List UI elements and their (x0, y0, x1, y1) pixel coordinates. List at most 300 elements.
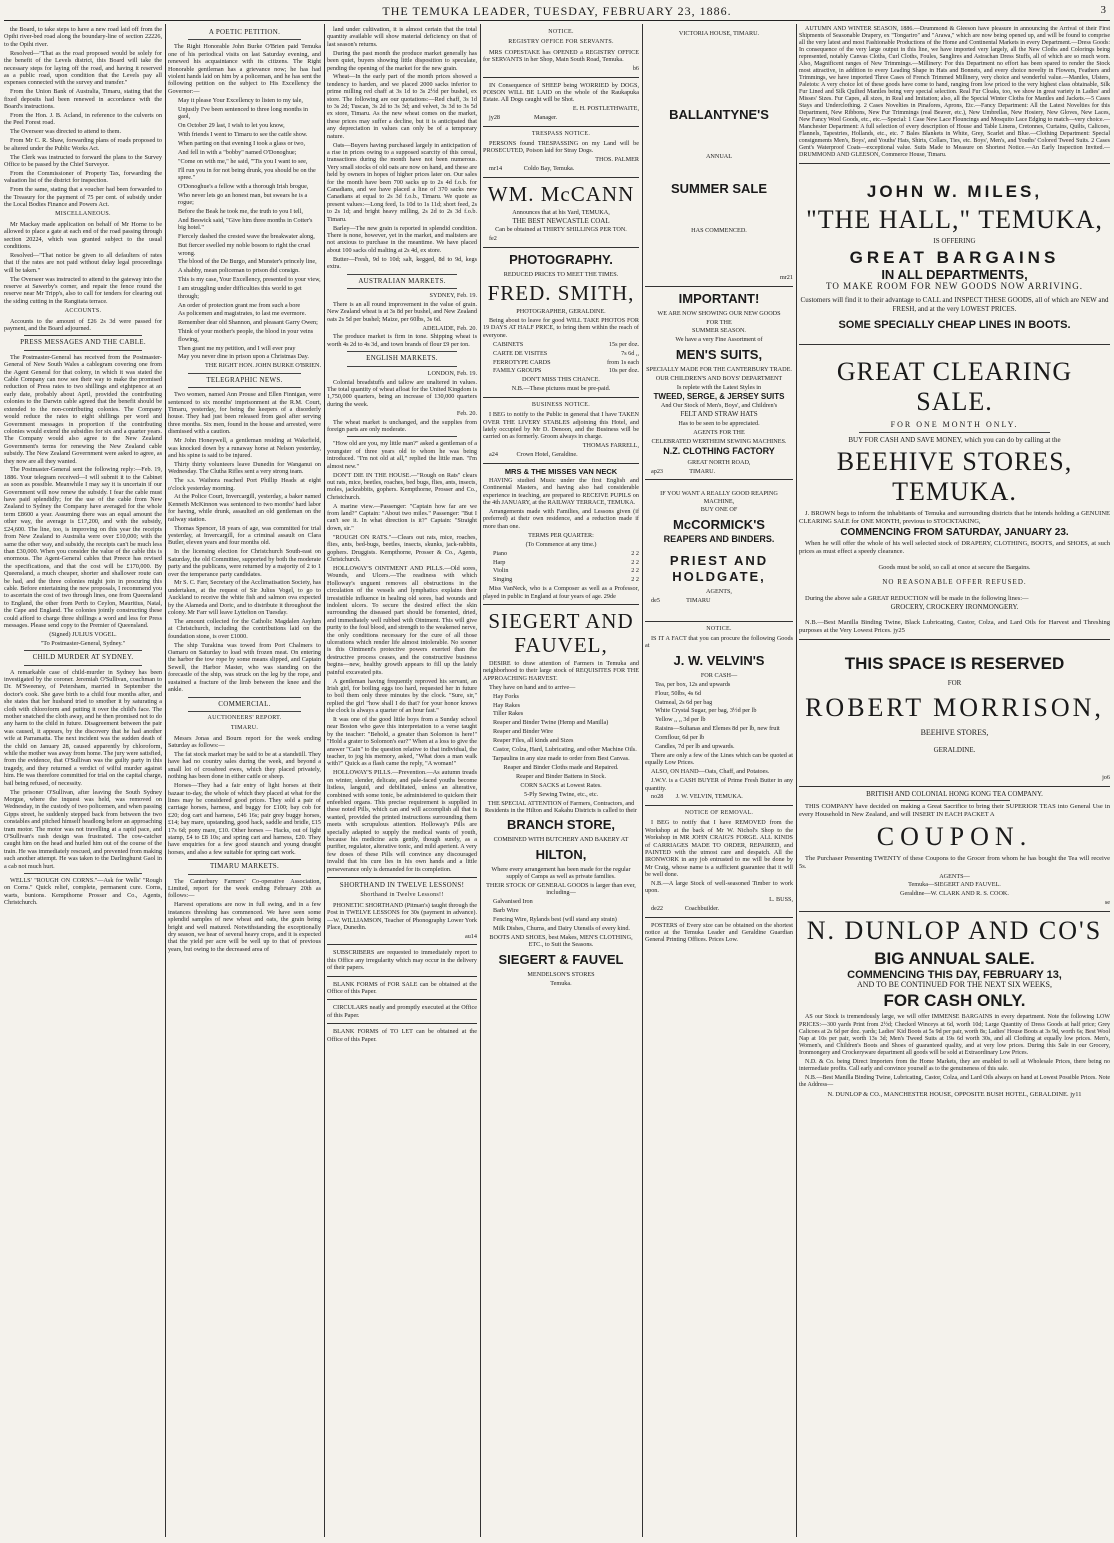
advert-paragraph: Customers will find it to their advantage to CALL and INSPECT THESE GOODS, all of which are NEW and FRESH, and at the very LOWEST PRICES. (800, 296, 1109, 314)
divider (347, 366, 457, 367)
divider (645, 805, 793, 806)
article-paragraph: The Clerk was instructed to forward the plans to the Survey Office to be passed by the Chief Surveyor. (4, 153, 162, 168)
list-item: On October 29 last, I wish to let you know, (178, 121, 285, 129)
article-paragraph: Horses—They had a fair entry of light horses at their bazaar to-day, the whole of which they placed at what for the lines may be considered good prices. They sold a pair of carriage horses, harness, and buggy for £100; bay cob for £20; dog cart and harness, £46 16s; pair grey buggy horses, £14; bay mare, upstanding, good hack, saddle and bridle, £15 17s 6d; pony mare, £10. Other horses — Hacks, out of light stamp, £4 to £8 10s; and spring cart and harness, £20. They have enquiries for a few good staunch and young draught horses, and also a few suitable for spring cart work. (168, 782, 321, 856)
article-paragraph: Messrs Jonas and Bourn report for the week ending Saturday as follows:— (168, 734, 321, 750)
list-item: Fencing Wire, Rylands best (will stand any strain) (493, 916, 617, 924)
column-divider (480, 24, 481, 1537)
notice-paragraph: BLANK FORMS of TO LET can be obtained at the Office of this Paper. (327, 1028, 477, 1043)
advert-line: CELEBRATED WERTHEIM SEWING MACHINES. (651, 438, 787, 445)
advert-paragraph: N.B.—A large Stock of well-seasoned Timber to work upon. (645, 880, 793, 895)
advert-headline: PHOTOGRAPHY. (509, 251, 613, 267)
list-item: "Come on with me," he said, "'Tis you I want to see, (178, 157, 308, 165)
list-item: O'Donoghue's a fellow with a thorough Irish brogue, (178, 182, 309, 190)
article-paragraph: At the Police Court, Invercargill, yesterday, a baker named Kenneth McKinnon was sentenced to two months' hard labor for having, while drunk, assaulted an old gentleman on the railway station. (168, 493, 321, 523)
list-item: White Crystal Sugar, per bag, 3½d per lb (655, 707, 757, 715)
article-paragraph: Accounts to the amount of £26 2s 3d were passed for payment, and the Board adjourned. (4, 317, 162, 333)
list-item: Tiller Rakes (493, 710, 524, 718)
divider (483, 397, 639, 398)
list-item: I am struggling under difficulties this world to get through; (178, 285, 302, 300)
advert-headline: SIEGERT & FAUVEL (498, 951, 624, 967)
article-paragraph: It was one of the good little boys from a Sunday school near Boston who gave this interpretation to a verse taught by the teacher: "Behold, a greater than Solomon is here!" "Hold a grater to Solomon's ear?" When at a loss to give the answer "Cain" to the question relative to that individual, the teacher, to jog his memory, asked, "What does a man walk with?" Quick as a flash came the reply, "A woman!" (327, 716, 477, 768)
list-item: Reaper Files, all kinds and Sizes (493, 737, 574, 745)
price-value: 15s per doz. (608, 340, 639, 348)
price-row (483, 341, 639, 348)
advert-subheadline: Shorthand in Twelve Lessons!! (360, 892, 444, 899)
column-6 (799, 26, 1110, 1537)
advert-headline: IMPORTANT! (678, 290, 760, 306)
divider (24, 665, 142, 666)
advert-headline: IN ALL DEPARTMENTS, (881, 267, 1028, 283)
advert-line: BRITISH AND COLONIAL HONG KONG TEA COMPANY. (866, 789, 1043, 798)
advert-line: IS OFFERING (933, 237, 976, 245)
advert-line: ap23 TIMARU. (651, 467, 716, 475)
advert-paragraph: DESIRE to draw attention of Farmers in Temuka and neighborhood to their large stock of REQUISITES FOR THE APPROACHING HARVEST. (483, 660, 639, 682)
price-row (483, 576, 639, 583)
advert-line: BEEHIVE STORES, (920, 728, 989, 738)
list-item: Before the Beak he took me, the truth to you I tell, (178, 208, 303, 216)
advert-line: AGENTS— (939, 872, 970, 880)
advert-paragraph: During the above sale a GREAT REDUCTION will be made in the following lines:— (805, 594, 1029, 602)
advert-line: Where every arrangement has been made for the regular supply of Camps as well as private families. (491, 865, 631, 881)
advert-line: SUMMER SEASON. (692, 327, 746, 335)
list-item: Yellow ,, ,, 3d per lb (655, 716, 706, 724)
article-paragraph: land under cultivation, it is almost certain that the total quantity available will show material deficiency on that of last season's returns. (327, 26, 477, 48)
list-item: This is my case, Your Excellency, presented to your view, (178, 276, 321, 284)
advert-headline: McCORMICK'S (673, 516, 765, 532)
article-paragraph: Barley—The new grain is reported in splendid condition. There is none, however, yet in the market, and maltsters are not anxious to purchase in the meantime. We have placed about 100 sacks old malting at 2s 4d, ex store. (327, 224, 477, 254)
advert-line: GREAT NORTH ROAD, (687, 458, 751, 466)
advert-line: TERMS PER QUARTER: (528, 531, 594, 539)
advert-code: mr14 Coldo Bay, Temuka. (489, 165, 575, 173)
notice-paragraph: MRS COPESTAKE has OPENED a REGISTRY OFFICE for SERVANTS in her Shop, Main South Road, Temuka. (483, 48, 639, 64)
advert-headline: J. W. VELVIN'S (673, 652, 765, 668)
price-value: 7s 6d ,, (621, 349, 639, 357)
list-item: But fiercer swelled my noble bosom to right the cruel wrong. (178, 242, 311, 257)
section-heading: ACCOUNTS. (64, 308, 102, 315)
advert-paragraph: Arrangements made with Families, and Lessons given (if preferred) at their own residence, and a reduction made if more than one. (483, 508, 639, 530)
advert-headline: SOME SPECIALLY CHEAP LINES IN BOOTS. (838, 319, 1071, 332)
advert-code: au14 (464, 933, 477, 940)
advert-line: GROCERY, CROCKERY IRONMONGERY. (890, 602, 1019, 611)
advert-line: Is replete with the Latest Styles in (676, 383, 762, 391)
article-paragraph: From the Hon. J. B. Acland, in reference to the culverts on the Peel Forest road. (4, 111, 162, 127)
price-item: CARTE DE VISITES (493, 349, 548, 357)
divider (483, 463, 639, 464)
price-value: 2 2 (631, 576, 639, 584)
divider (188, 373, 301, 374)
list-item: The blood of the De Burgo, and Munster's princely line, (178, 258, 317, 266)
advert-headline: COUPON. (876, 822, 1033, 851)
list-item: Hay Forks (493, 692, 519, 700)
advert-headline: COMMENCING FROM SATURDAY, JANUARY 23. (840, 527, 1069, 539)
article-paragraph: The produce market is firm in tone. Shipping wheat is worth 4s 2d to 4s 3d, and town brands of flour £9 per ton. (327, 333, 477, 348)
advert-line: SPECIALLY MADE FOR THE CANTERBURY TRADE. (646, 365, 792, 373)
advert-headline: FOR CASH ONLY. (883, 991, 1026, 1011)
advert-paragraph: J. BROWN begs to inform the inhabitants of Temuka and surrounding districts that he intends holding a GENUINE CLEARING SALE for ONE MONTH, previous to STOCKTAKING, (799, 510, 1110, 526)
article-paragraph: Resolved—"That notice be given to all defaulters of rates that if the rates are not paid without delay legal proceedings will be taken." (4, 251, 162, 274)
advert-line: COMBINED WITH BUTCHERY AND BAKERY AT (493, 836, 629, 844)
notice-heading: NOTICE OF REMOVAL. (684, 809, 754, 816)
advert-headline: REAPERS AND BINDERS. (663, 533, 775, 544)
advert-headline: MEN'S SUITS, (675, 346, 763, 362)
advert-headline: JOHN W. MILES, (866, 182, 1043, 201)
advert-line: GERALDINE. (933, 745, 976, 754)
divider (645, 917, 793, 918)
column-divider (324, 24, 325, 1537)
divider (347, 274, 457, 275)
article-headline: TIMARU MARKETS. (209, 862, 280, 871)
divider (483, 126, 639, 127)
advert-paragraph: There are only a few of the Lines which can be quoted at equally Low Prices. (645, 751, 793, 767)
price-value: from 1s each (607, 358, 639, 366)
list-item: Fiercely dashed the crested wave the breakwater along, (178, 233, 315, 241)
column-4 (483, 26, 639, 1537)
divider (483, 604, 639, 605)
divider (483, 247, 639, 248)
article-paragraph: The wheat market is unchanged, and the supplies from foreign parts are only moderate. (327, 418, 477, 433)
article-paragraph: Colonial breadstuffs and tallow are unaltered in values. The total quantity of wheat afloat for the United Kingdom is 1,750,000 quarters, being an increase of 130,000 quarters during the week. (327, 378, 477, 408)
advert-headline: FRED. SMITH, (487, 281, 635, 306)
list-item: With friends I went to Timaru to see the cattle show. (178, 130, 308, 138)
list-item: And fell in with a "bobby" named O'Donoghue; (178, 148, 297, 156)
divider (188, 874, 301, 875)
price-row (483, 567, 639, 574)
notice-heading: BUSINESS NOTICE. (531, 401, 591, 408)
advert-line: AGENTS, (706, 588, 732, 596)
article-paragraph: The amount collected for the Catholic Magdalen Asylum at Christchurch, including the contributions laid on the foundation stone, is over £1000. (168, 617, 321, 640)
advert-line: DON'T MISS THIS CHANCE. (522, 376, 600, 384)
signature: THE RIGHT HON. JOHN BURKE O'BRIEN. (205, 362, 321, 370)
list-item: Then grant me my petition, and I will ever pray (178, 344, 296, 352)
advert-line: Can be obtained at THIRTY SHILLINGS PER TON. (495, 226, 627, 234)
price-row (483, 367, 639, 374)
article-headline: AUSTRALIAN MARKETS. (358, 276, 446, 285)
advert-line: Has to be seen to be appreciated. (678, 420, 760, 428)
advert-paragraph: N.B.—Best Manilla Binding Twine, Lubricating, Castor, Colza, and Lard Oils always on hand at Lowest Possible Prices. Note the Address— (799, 1075, 1110, 1089)
article-paragraph: A gentleman having frequently reproved his servant, an Irish girl, for boiling eggs too hard, requested her in future to boil them only three minutes by the clock. "Sure, sir," replied the girl "how shall I do that? for your honor knows the clock is always a quarter of an hour fast." (327, 677, 477, 715)
article-paragraph: Resolved—"That as the road proposed would be solely for the benefit of the Levels district, this Board will take the necessary steps for laying off the road, and having it reserved as a public road, upon condition that the Levels pay all expenses connected with the survey and transfer." (4, 49, 162, 87)
advert-paragraph: DON'T DIE IN THE HOUSE.—"Rough on Rats" clears out rats, mice, beetles, roaches, bed bugs, flies, ants, insects, moles, jackrabbits, gophers. Kempthorne, Prosser and Co., Christchurch. (327, 471, 477, 501)
advert-headline: SIEGERT AND FAUVEL, (488, 609, 634, 658)
advert-headline: ROBERT MORRISON, (805, 693, 1104, 723)
notice-paragraph: SUBSCRIBERS are requested to immediately report to this Office any irregularity which may occur in the delivery of their papers. (327, 949, 477, 972)
price-item: Singing (493, 576, 513, 584)
list-item: Hay Rakes (493, 701, 520, 709)
article-headline: ENGLISH MARKETS. (366, 354, 438, 363)
list-item: Remember dear old Shannon, and pleasant Garry Owen; (178, 319, 318, 327)
advert-line: no28 J. W. VELVIN, TEMUKA. (651, 793, 743, 801)
advert-line: AND TO BE CONTINUED FOR THE NEXT SIX WEEKS, (856, 980, 1053, 990)
dateline: Feb. 20. (456, 409, 477, 417)
signature: THOMAS FARRELL, (582, 442, 639, 450)
article-paragraph: The Postmaster-General sent the following reply:—Feb. 19, 1886. Your telegram received—I will submit it to the Cabinet as soon as possible. Meanwhile I may say it is uncertain if our Government will now renew the subsidy. I fear the cable must have paid splendidly; for the use of the cable from New Zealand to Sydney the Company have averaged for the whole term £8600 a year. Assuming there was an equal amount the other way, the average is £17,200, and with the subsidy, £24,600. The line, too, is improving on this year the receipts from New Zealand to Australia were over £10,000; with the same the other way, and subsidy, the receipts can't be much less than £30,000. When you consider the value of the cable this is enormous. The Agent-General cables that Preece has revised the specifications, and that the cost will be £170,000. By Queensland, a much cheaper, shorter and shallower route can be had, and the three colonies might join in procuring this cable. Before entertaining the new proposals, I recommend you to ascertain the cost of two through lines, one from Queensland to England, the other from Perth to Ceylon, Mauritius, Natal, the Cape and England. The colonies jointly constructing these could afford to charge three shillings a word and less for Press messages. Please send copy to the Premier of Queensland. (4, 466, 162, 629)
advert-headline: PRIEST AND HOLDGATE, (669, 553, 769, 585)
item-list (483, 693, 639, 754)
article-paragraph: "How old are you, my little man?" asked a gentleman of a youngster of three years old to whom he was being introduced. "I'm not old at all," replied the little man. "I'm almost new." (327, 440, 477, 470)
article-headline: PRESS MESSAGES AND THE CABLE. (20, 338, 146, 347)
section-heading: TIMARU. (230, 725, 259, 732)
divider (899, 800, 1010, 801)
advert-code: mr21 (779, 274, 793, 282)
article-paragraph: Harvest operations are now in full swing, and in a few instances threshing has commenced. We have seen some splendid samples of new wheat and oats, the grain being bright and well matured. Notwithstanding the exceptionally dry season, we hear of several heavy crops, and it is expected that the yield per acre will be well up to that of previous years, but owing to the decreased area of (168, 901, 321, 953)
price-value: 2 2 (631, 567, 639, 575)
advert-paragraph: I BEG to notify that I have REMOVED from the Workshop at the back of Mr W. Nichol's Shop to the Workshop in MR JOHN CRAIG'S FORGE. ALL KINDS of CARRIAGES MADE TO ORDER, REPAIRED, and PAINTED with the utmost care and despatch. All the IRONWORK in any job entrusted to me will be done by Mr Craig, whose name is a sufficient guarantee that it will be well done. (645, 819, 793, 879)
list-item: Flour, 50lbs, 4s 6d (655, 689, 701, 697)
article-paragraph: The Overseer was directed to attend to them. (10, 128, 121, 136)
article-paragraph: The prisoner O'Sullivan, after leaving the South Sydney Morgue, where the inquest was held, was removed on Wednesday, in the custody of two policemen, and when passing Gipps street, he suddenly stepped back from between the two constables and pitched himself headlong before an approaching tram motor. The motor was not travelling at a rapid pace, and O'Sullivan's rash design was frustrated. The cow-catcher caught him on the head and hurled him out of the course of the train. He was immediately rescued, and prevented from making such another attempt. He was taken to the Darlinghurst Gaol in a cab not much hurt. (4, 788, 162, 870)
price-row (483, 559, 639, 566)
advert-line: WE ARE NOW SHOWING OUR NEW GOODS (657, 309, 781, 317)
advert-paragraph: PHONETIC SHORTHAND (Pitman's) taught through the Post in TWELVE LESSONS for 30s (payment in advance).—W. WILLIAMSON, Teacher of Phonography Lower York Place, Dunedin. (327, 901, 477, 932)
list-item: Raisins—Sultanas and Elemes 8d per lb, new fruit (655, 725, 780, 733)
advert-paragraph: HOLLOWAY'S OINTMENT AND PILLS.—Old sores, Wounds, and Ulcers.—The readiness with which Holloway's unguent removes all obstructions in the circulation of the vessels and lymphatics explains their irresistible influence in healing old sores, bad wounds and indolent ulcers. To secure the desired effect the skin surrounding the diseased part should be fomented, dried, and immediately well rubbed with Ointment. This will give purity to the foul blood, and strength to the weakened nerve, the only conditions necessary for the cure of all those ulcerations which render life almost intolerable. No sooner is this Ointment's protective powers exerted than the destructive process ceases, and the constructive business begins—new, healthy growth appears to fill up the lately painful excavated pits. (327, 564, 477, 676)
article-paragraph: The s.s. Waihora reached Port Phillip Heads at eight o'clock yesterday morning. (168, 477, 321, 492)
notice-paragraph: IN Consequence of SHEEP being WORRIED by DOGS, POISON WILL BE LAID on the whole of the Raukapuka Estate. All Dogs caught will be Shot. (483, 81, 639, 104)
advert-line: THE SPECIAL ATTENTION of Farmers, Contractors, and Residents in the Hilton and Kakahu Districts is called to their (485, 799, 637, 814)
advert-line: Tarpaulins in any size made to order from Best Canvas. (492, 755, 630, 762)
advert-line: MENDELSON'S STORES (527, 970, 595, 978)
dateline: SYDNEY, Feb. 19. (429, 291, 477, 299)
price-item: Harp (493, 558, 506, 566)
list-item: Cornflour, 6d per lb (655, 734, 705, 742)
masthead-rule (4, 20, 1110, 21)
advert-headline: GREAT BARGAINS (849, 248, 1060, 268)
list-item: Reaper and Binder Wire (493, 728, 553, 736)
advert-paragraph: WELLS' "ROUGH ON CORNS."—Ask for Wells' "Rough on Corns." Quick relief, complete, permanent cure. Corns, warts, bunions. Kempthorne Prosser and Co., Agents, Christchurch. (4, 877, 162, 907)
advert-paragraph: When he will offer the whole of his well selected stock of DRAPERY, CLOTHING, BOOTS, and SHOES, at such prices as must effect a speedy clearance. (799, 539, 1110, 555)
advert-headline: N.Z. CLOTHING FACTORY (663, 446, 775, 457)
price-value: 10s per doz. (608, 367, 639, 375)
advert-headline: BALLANTYNE'S (669, 107, 769, 123)
divider (483, 177, 639, 178)
signature: THOS. PALMER (595, 156, 639, 164)
advert-code: se (1104, 899, 1110, 907)
column-divider (642, 24, 643, 1537)
article-paragraph: Mr S. C. Farr, Secretary of the Acclimatisation Society, has undertaken, at the request of Sir Julius Vogel, to go to Auckland to receive the white fish and salmon ova expected by the Alameda and Doric, and to distribute it throughout the colony. Mr Farr will leave Lyttelton on Tuesday. (168, 579, 321, 617)
advert-line: PHOTOGRAPHER, GERALDINE. (516, 308, 606, 316)
terms-list (483, 550, 639, 584)
advert-paragraph: AS our Stock is tremendously large, we will offer IMMENSE BARGAINS in every department. Note the following LOW PRICES:—300 yards Print from 2½d; Checked Winceys at 6d, worth 10d; Large Quantity of Dress Goods at half price; Grey Calicoes at 2s 6d per doz. yards; Ladies' Kid Boots at 5s 9d per pair, worth 8s; Ladies' House Boots at 3s 9d, worth 6s; Best Wool Nap at 10s per pair, worth 13s 3d; Men's Tweed Suits at 19s 6d worth 30s, and all Clothing at equally low prices. Men's, Women's, and Children's Boots and Shoes of guaranteed quality, and at very low prices. During this Sale in our Grocery, Ironmongery and Crockeryware department all goods will be sold at Extraordinary Low Prices. (799, 1014, 1110, 1057)
divider (188, 859, 301, 860)
advert-line: N.B.—These pictures must be pre-paid. (511, 385, 611, 393)
advert-paragraph: ALSO, ON HAND—Oats, Chaff, and Potatoes. (651, 768, 770, 776)
advert-line: Announces that at his Yard, TEMUKA, (512, 208, 610, 216)
list-item: Galvanised Iron (493, 898, 533, 906)
list-item: Barb Wire (493, 907, 519, 915)
divider (799, 163, 1110, 164)
column-divider (796, 24, 797, 1537)
advert-headline: THIS SPACE IS RESERVED (844, 653, 1065, 673)
advert-paragraph: N.B.—Best Manilla Binding Twine, Black Lubricating, Castor, Colza, and Lard Oils for Harvest and Threshing purposes at the Very Lowest Prices. jy25 (799, 618, 1110, 634)
divider (645, 286, 793, 287)
divider (799, 786, 1110, 787)
advert-code: jy28 Manager. (489, 114, 558, 122)
divider (799, 344, 1110, 345)
divider (188, 39, 301, 40)
advert-headline: BRANCH STORE, (506, 817, 616, 833)
advert-paragraph: Miss VanNeck, who is a Composer as well as a Professor, played in public in England at four years of age. 29de (483, 585, 639, 600)
notice-heading: REGISTRY OFFICE FOR SERVANTS. (508, 39, 614, 46)
advert-headline: WM. McCANN (487, 181, 635, 206)
advert-headline: MRS & THE MISSES VAN NECK (504, 466, 618, 476)
advert-paragraph: "ROUGH ON RATS."—Clears out rats, mice, roaches, flies, ants, bed-bugs, beetles, insects, skunks, jack-rabbits, gophers. Druggists. Kempthorne, Prosser & Co., Agents, Christchurch. (327, 533, 477, 563)
advert-line: And Our Stock of Men's, Boys', and Children's (660, 402, 778, 410)
list-item: Candles, 7d per lb and upwards. (655, 743, 735, 751)
list-item: A shabby, mean policeman to prison did consign. (178, 267, 300, 275)
advert-line: de22 Coachbuilder. (651, 905, 720, 913)
advert-line: 5-Ply Sewing Twine, etc., etc. (523, 790, 599, 798)
divider (645, 479, 793, 480)
divider (188, 697, 301, 698)
divider (24, 350, 142, 351)
price-row (483, 550, 639, 557)
advert-paragraph: N.D. & Co. being Direct Importers from the Home Markets, they are enabled to sell at Wholesale Prices, there being no intermediate profits. Call early and convince yourself as to the genuineness of this sale. (799, 1059, 1110, 1073)
divider (483, 77, 639, 78)
notice-paragraph: CIRCULARS neatly and promptly executed at the Office of this Paper. (327, 1004, 477, 1019)
advert-headline: BEEHIVE STORES, TEMUKA. (836, 447, 1073, 507)
divider (24, 335, 142, 336)
advert-headline: "THE HALL," TEMUKA, (806, 205, 1103, 234)
article-headline: COMMERCIAL. (218, 699, 271, 708)
divider (645, 621, 793, 622)
advert-headline: GREAT CLEARING SALE. (836, 356, 1073, 416)
advert-headline: COMMENCING THIS DAY, FEBRUARY 13, (847, 968, 1062, 981)
advert-paragraph: AUTUMN AND WINTER SEASON, 1886.—Drummond & Gleeson have pleasure in announcing the Arrival of their First Shipments of Seasonable Drapery, ex "Tongariro" and "Arawa," which are now being opened up, and will be found to comprise all the very latest and most Fashionable Productions of the Home and Continental Markets in every Department.—Dress Goods: In consequence of the very large output in this line, we have imported very largely, all the New Cloths and Colorings being represented, notably Canvas Cloths, Curl Cloths, Foules, Sanglires and Astrachan Dress Stuffs, all of which are so much worn. Also, Magnificent ranges of New Trimmings.—Millinery: For this Department no effort has been spared to render the Stock most attractive, in addition to every Leading Shape in Hats and Bonnets, and every choice novelty in Flowers, Feathers and Trimmings, we have imported Three Cases of French Trimmed Millinery, very choice and wonderful value.—Mantles, Ulsters, Paletots: A very choice lot of these goods have come to hand, ranging from low priced to the very highest class obtainable, Silk Fur Lined and Silk Quilted Mantles being very special selection. Real Fur Cloaks, too, we show in great variety in Ladies' and Misses' Sizes. Fur Capes, all sizes, in Real and Imitation; also, all the Special Winter Cloths for Mantles and Jackets.—5 Cases Stays and Underclothing. 2 Cases Novelties in Pinafores, Aprons, Etc.—Fancy Department: All the Latest Novelties for this Department, New Ribbons, New Fur Trimmings (real Beaver, etc.), New Umbrellas, New Hosiery, New Gloves, New Laces, New Fancy Wool Goods, etc., etc.—Special: 1 Case New Lace Flouncings and Mosquito Lace Edging to match—very choice.—Manchester Department: A full selection of every description of House and Table Linens, Cretonnes, Curtains, Quilts, Calicoes, Flannels, Tapestries, Hollands, etc., etc. 7 Bales Blankets in White, Grey, Scarlet and Blue.—Clothing Department: Special consignments Men's, Boys', and Youths' Hats, Shirts, Collars, Ties, etc. Boys', Men's, and Youths' Colored Tweed Suits. 2 Cases Gent's Waterproof Coats—exceptional value. Suits Made to Measure on Shortest Notice.—An Early Inspection Invited.—DRUMMOND AND GLEESON, Commerce House, Timaru. (799, 26, 1110, 158)
advert-line: (To Commence at any time.) (525, 540, 597, 548)
advert-line: Temuka. (550, 979, 572, 987)
advert-line: N. DUNLOP & CO., MANCHESTER HOUSE, OPPOSITE BUSH HOTEL, GERALDINE. jy11 (827, 1090, 1082, 1098)
advert-paragraph: J.W.V. is a CASH BUYER of Prime Fresh Butter in any quantity. (645, 777, 793, 792)
article-paragraph: A marine view.—Passenger: "Captain how far are we from land?" Captain: "About two miles." Passenger: "But I can't see it. In what direction is it?" Captain: "Straight down, sir." (327, 502, 477, 532)
price-item: CABINETS (493, 340, 524, 348)
price-value: 2 2 (631, 558, 639, 566)
advert-line: FOR (947, 678, 962, 687)
divider (347, 436, 457, 437)
notice-paragraph: PERSONS found TRESPASSING on my Land will be PROSECUTED, Poison laid for Stray Dogs. (483, 139, 639, 155)
list-item: As policemen and magistrates, to last me evermore. (178, 310, 307, 318)
advert-line: CORN SACKS at Lowest Rates. (520, 781, 602, 789)
advert-paragraph: THIS COMPANY have decided on making a Great Sacrifice to bring their SUPERIOR TEAS into General Use in every Household in New Zealand, and will INSERT IN EACH PACKET A (799, 803, 1110, 818)
advert-headline: HILTON, (535, 846, 587, 862)
signature: "To Postmaster-General, Sydney." (40, 639, 126, 647)
poem (168, 97, 321, 361)
notice-heading: NOTICE. (548, 29, 574, 35)
notice-paragraph: I BEG to notify to the Public in general that I have TAKEN OVER THE LIVERY STABLES adjoining this Hotel, and lately occupied by Mr D. Denoon, and the Business will be carried on as formerly. Groom always in charge. (483, 411, 639, 441)
section-heading: AUCTIONEERS' REPORT. (207, 714, 282, 721)
advert-line: We have a very Fine Assortment of (675, 336, 763, 344)
price-item: FERROTYPE CARDS (493, 358, 551, 366)
advert-paragraph: HAVING studied Music under the first English and Continental Masters, and having also had considerable experience in teaching, are prepared to RECEIVE PUPILS on the 4th JANUARY, at the RAILWAY TERRACE, TEMUKA. (483, 476, 639, 507)
advert-line: ANNUAL (705, 153, 733, 161)
advert-line: FELT AND STRAW HATS (680, 410, 758, 419)
article-paragraph: The Right Honorable John Burke O'Brien paid Temuka one of his periodical visits on last Saturday evening, and renewed his acquaintance with its citizens. The Right Honorable gentleman has a grievance now; he has had violent hands laid on him by a policeman, and he has sent the following petition on the subject to His Excellency the Governor:— (168, 43, 321, 95)
notice-paragraph: POSTERS of Every size can be obtained on the shortest notice at the Temuka Leader and Geraldine Guardian General Printing Offices. Prices Low. (645, 921, 793, 944)
article-paragraph: Thomas Spencer, 18 years of age, was committed for trial yesterday, at Invercargill, for a criminal assault on Clara Butler, eleven years and four months old. (168, 524, 321, 547)
column-1 (4, 26, 162, 1537)
article-paragraph: Thirty thirty volunteers leave Dunedin for Wanganui on Wednesday. The Clutha Rifles sent a very strong team. (168, 460, 321, 476)
list-item: I'll run you in for not being drunk, you should be on the spree." (178, 166, 316, 181)
article-paragraph: The Overseer was instructed to attend to the gateway into the reserve at Sawerby's corner, and repair the fence round the reserve near Mr Tripp's, also to call for tenders for clearing out the siding cutting in the Rangitata terrace. (4, 275, 162, 305)
article-paragraph: From the Union Bank of Australia, Timaru, stating that the fixed deposits had been renewed in accordance with the Board's instructions. (4, 88, 162, 111)
advert-line: THEIR STOCK OF GENERAL GOODS is larger than ever, including— (486, 882, 636, 897)
article-paragraph: From Mr C. R. Shaw, forwarding plans of roads proposed to be altered under the Public Works Act. (4, 137, 162, 152)
masthead: THE TEMUKA LEADER, TUESDAY, FEBRUARY 23, 1886. (382, 4, 732, 18)
article-paragraph: The Postmaster-General has received from the Postmaster-General of New South Wales a cablegram covering one from the Agent General for that colony, in which it was stated the Cable Company can now see their way to make the promised reduction of Press rates to two shillings and eightpence at an early date, probably about April, provided the contributing colonies to the Darwin cable agreed that the benefit should be extended to the non-contributing colonies. The Company would reduce the rates to eight shillings per word and Government messages in proportion if the contributing colonies would extend the subsidies for six and a quarter years. The Company would also agree to the New Zealand Government's terms for renewing the New Zealand cable subsidy. The New Zealand Government were asked to agree, as they now are all they wanted. (4, 353, 162, 465)
column-5 (645, 26, 793, 1537)
dateline: LONDON, Feb. 19. (427, 369, 477, 377)
article-paragraph: Oats—Buyers having purchased largely in anticipation of a rise in prices owing to a supposed scarcity of this cereal, transactions during the month have not been numerous. Very small stocks of old oats are now on hand, and these are held by owners in hopes of higher prices later on. Our sales for the month have been 700 sacks up to 2s 4d f.o.b. for Canadians, and we have placed a line of 370 sacks new Canadians at equal to 2s 3d f.o.b., Timaru. We quote as present values:—Long feed, 1s 10d to 1s 11d; short feed, 2s to 2s 1d; and bright heavy milling, 2s 2d to 2s 3d f.o.b. Timaru. (327, 141, 477, 223)
divider (327, 999, 477, 1000)
notice-paragraph: BLANK FORMS of FOR SALE can be obtained at the Office of this Paper. (327, 980, 477, 996)
divider (24, 650, 142, 651)
advert-line: IF YOU WANT A REALLY GOOD REAPING MACHINE, (660, 490, 778, 505)
article-paragraph: A remarkable case of child-murder in Sydney has been investigated by the coroner. Jeremiah O'Sullivan, coachman to Dr. M'Sweeney, of Petersham, married in September the doctor's cook. She gave birth to a child four months after, and she states that her husband tried to smother it by saturating a cloth with chloroform and putting it over the child's face. The mother snatched the cloth away, and he then promised not to do any harm to the child in future. Disagreement between the pair was caused, it appears, by the discovery that he had another wife at Parramatta. The next incident was the sudden death of the child on January 28, caused apparently by chloroform, while the mother was away from home. The jury were satisfied, from the evidence, that O'Sullivan was the guilty party in this tragedy, and they returned a verdict of wilful murder against him. He was therefore committed for trial on the capital charge, bail being refused, of necessity. (4, 668, 162, 787)
price-row (483, 359, 639, 366)
dateline: ADELAIDE, Feb. 20. (422, 324, 477, 332)
advert-line: HAS COMMENCED. (691, 226, 747, 234)
advert-line: Reaper and Binder Battens in Stock. (515, 772, 607, 780)
advert-code: fe2 (489, 235, 497, 243)
divider (327, 1023, 477, 1024)
list-item: Tea, per box, 12s and upwards (655, 680, 731, 688)
advert-line: Temuka—SIEGERT AND FAUVEL. (908, 881, 1001, 889)
article-paragraph: Two women, named Ann Prouse and Ellen Finnigan, were sentenced to six months' imprisonment at the R.M. Court, Timaru, yesterday, for being the keepers of a disorderly house. They had just been released from gaol after serving three months. Six men, found in the house and arrested, were dismissed with a caution. (168, 391, 321, 436)
price-row (483, 350, 639, 357)
divider (24, 873, 142, 874)
advert-headline: TWEED, SERGE, & JERSEY SUITS (653, 391, 785, 401)
divider (188, 387, 301, 388)
divider (327, 944, 477, 945)
list-item: Milk Dishes, Churns, and Dairy Utensils of every kind. (493, 925, 630, 933)
article-headline: CHILD MURDER AT SYDNEY. (32, 653, 134, 662)
column-3 (327, 26, 477, 1537)
advert-headline: SUMMER SALE (670, 180, 768, 196)
article-paragraph: Wheat—In the early part of the month prices showed a tendency to harden, and we placed 2000 sacks inferior to prime milling red chaff at 3s 1d to 3s 2½d per bushel, ex store. The following are our quotations:—Red chaff, 3s 1d to 3s 2d; Tuscan, 3s 2d to 3s 3d; and velvet, 3s 3d to 3s 5d ex store, Timaru. As the new wheat comes on the market, these prices may suffer a decline, but it is anticipated that any depreciation in values can only be of a temporary nature. (327, 73, 477, 140)
advert-line: BOOTS AND SHOES, best Makes, MEN'S CLOTHING, ETC., to Suit the Seasons. (489, 934, 633, 949)
list-item: Castor, Colza, Hard, Lubricating, and other Machine Oils. (493, 746, 637, 754)
divider (188, 711, 301, 712)
list-item: And Beswick said, "Give him three months in Cotter's big hotel." (178, 216, 313, 232)
divider (347, 288, 457, 289)
advert-line: VICTORIA HOUSE, TIMARU. (678, 30, 760, 37)
list-item: Unjustly I've been sentenced to three long months in gaol, (178, 105, 308, 121)
page-number: 3 (1100, 4, 1106, 16)
article-paragraph: Mr Mackay made application on behalf of Mr Horne to be allowed to place a gate at each end of the road passing through section 20224, which was granted subject to the usual conditions. (4, 220, 162, 250)
price-value: 2 2 (631, 549, 639, 557)
list-item: An order of protection grant me from such a bore (178, 301, 301, 309)
article-headline: TELEGRAPHIC NEWS. (206, 375, 283, 384)
advert-line: REDUCED PRICES TO MEET THE TIMES. (503, 270, 619, 278)
article-paragraph: Mr John Honeywell, a gentleman residing at Wakefield, was knocked down by a runaway horse at Nelson yesterday, and his spine is said to be injured. (168, 437, 321, 459)
column-2 (168, 26, 321, 1537)
article-paragraph: The fat stock market may be said to be at a standstill. They have had no country sales during the week, and beyond a small lot of crossbred ewes, which they placed privately, nothing has been done in either cattle or sheep. (168, 751, 321, 781)
advert-line: TO MAKE ROOM FOR NEW GOODS NOW ARRIVING. (825, 280, 1083, 291)
item-list (483, 898, 639, 932)
divider (859, 432, 1050, 433)
article-paragraph: Butter—Fresh, 9d to 10d; salt, kegged, 8d to 9d, kegs extra. (327, 255, 477, 271)
price-item: FAMILY GROUPS (493, 367, 542, 375)
advert-code: b6 (632, 65, 639, 73)
list-item: May it please Your Excellency to listen to my tale, (178, 96, 303, 104)
divider (327, 877, 477, 878)
advert-headline: SHORTHAND IN TWELVE LESSONS! (339, 881, 465, 890)
price-item: Piano (493, 549, 508, 557)
article-paragraph: the Board, to take steps to have a new road laid off from the Opihi river-bed road along the boundary-line of section 22226, to the Opihi river. (4, 26, 162, 48)
advert-line: OUR CHILDREN'S AND BOYS' DEPARTMENT (655, 374, 783, 382)
list-item: Who never lets go an honest man, but swears he is a rogue; (178, 191, 308, 207)
column-divider (165, 24, 166, 1537)
